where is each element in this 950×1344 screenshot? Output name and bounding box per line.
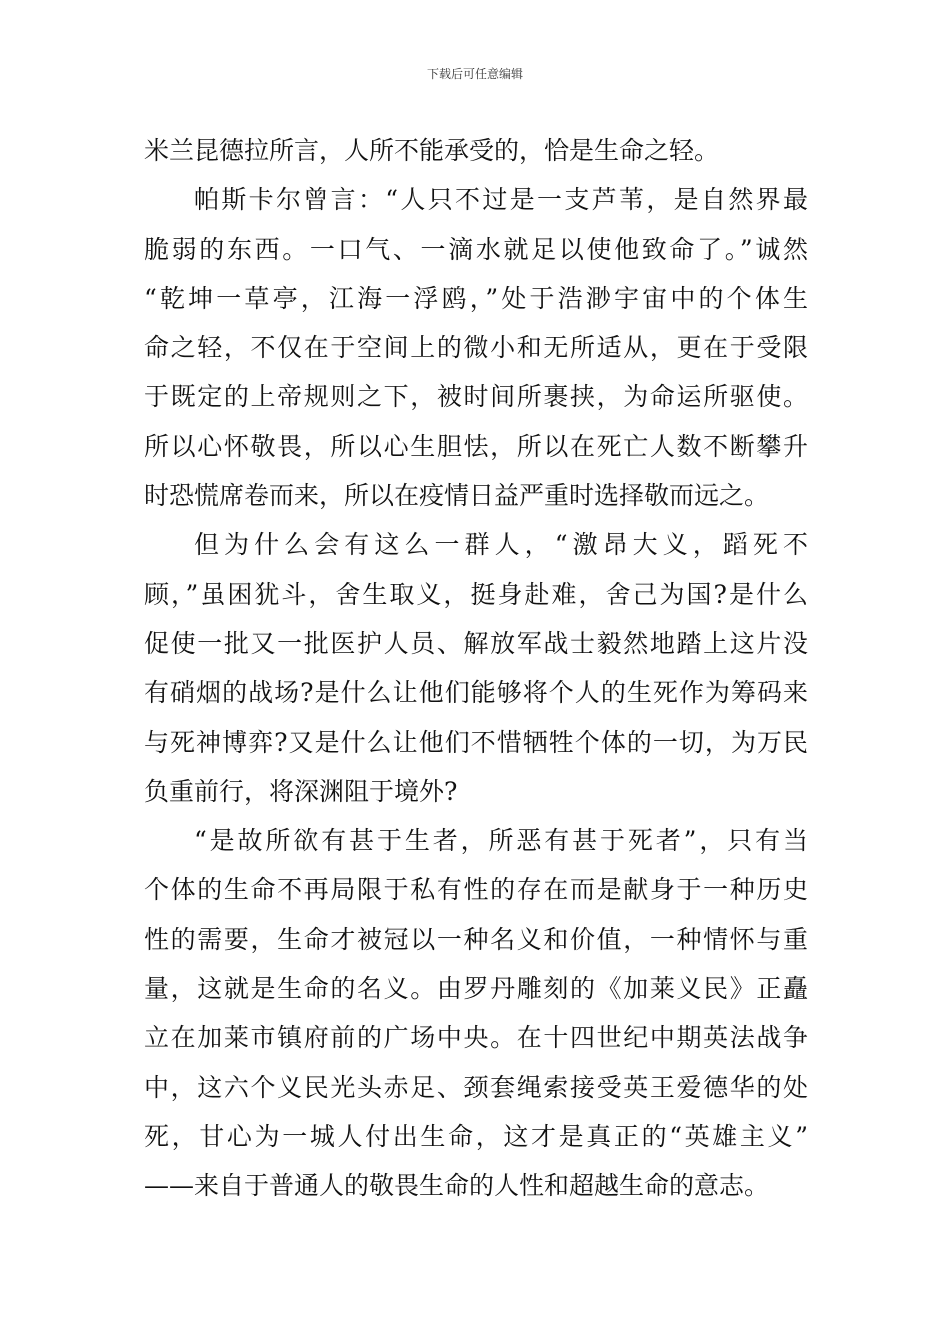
text-line: 量，这就是生命的名义。由罗丹雕刻的《加莱义民》正矗 <box>144 974 808 1004</box>
document-body <box>144 126 808 1211</box>
text-line: 命之轻，不仅在于空间上的微小和无所适从，更在于受限 <box>144 333 808 363</box>
text-line: 与死神博弈?又是什么让他们不惜牺牲个体的一切，为万民 <box>144 727 808 757</box>
text-line: 时恐慌席卷而来，所以在疫情日益严重时选择敬而远之。 <box>144 481 770 511</box>
text-line: 于既定的上帝规则之下，被时间所裹挟，为命运所驱使。 <box>144 382 808 412</box>
text-line: 促使一批又一批医护人员、解放军战士毅然地踏上这片没 <box>144 628 808 658</box>
text-line: 但为什么会有这么一群人，“激昂大义，蹈死不 <box>194 530 808 560</box>
text-line: 顾，”虽困犹斗，舍生取义，挺身赴难，舍己为国?是什么 <box>144 579 808 609</box>
text-line: 米兰昆德拉所言，人所不能承受的，恰是生命之轻。 <box>144 136 720 165</box>
text-line: 所以心怀敬畏，所以心生胆怯，所以在死亡人数不断攀升 <box>144 431 808 461</box>
text-line: 个体的生命不再局限于私有性的存在而是献身于一种历史 <box>144 875 808 905</box>
text-line: 中，这六个义民光头赤足、颈套绳索接受英王爱德华的处 <box>144 1072 808 1102</box>
text-line: 性的需要，生命才被冠以一种名义和价值，一种情怀与重 <box>144 924 808 954</box>
text-line: ——来自于普通人的敬畏生命的人性和超越生命的意志。 <box>144 1171 770 1201</box>
text-line: 立在加莱市镇府前的广场中央。在十四世纪中期英法战争 <box>144 1023 808 1053</box>
text-line: 有硝烟的战场?是什么让他们能够将个人的生死作为筹码来 <box>144 678 808 708</box>
text-line: 帕斯卡尔曾言：“人只不过是一支芦苇，是自然界最 <box>194 185 808 215</box>
page-header: 下载后可任意编辑 <box>426 67 523 81</box>
text-line: “乾坤一草亭，江海一浮鸥，”处于浩渺宇宙中的个体生 <box>144 283 808 313</box>
text-line: 负重前行，将深渊阻于境外? <box>144 776 458 806</box>
text-line: “是故所欲有甚于生者，所恶有甚于死者”，只有当 <box>194 826 808 856</box>
text-line: 死，甘心为一城人付出生命，这才是真正的“英雄主义” <box>144 1121 808 1151</box>
text-line: 脆弱的东西。一口气、一滴水就足以使他致命了。”诚然 <box>144 234 808 264</box>
